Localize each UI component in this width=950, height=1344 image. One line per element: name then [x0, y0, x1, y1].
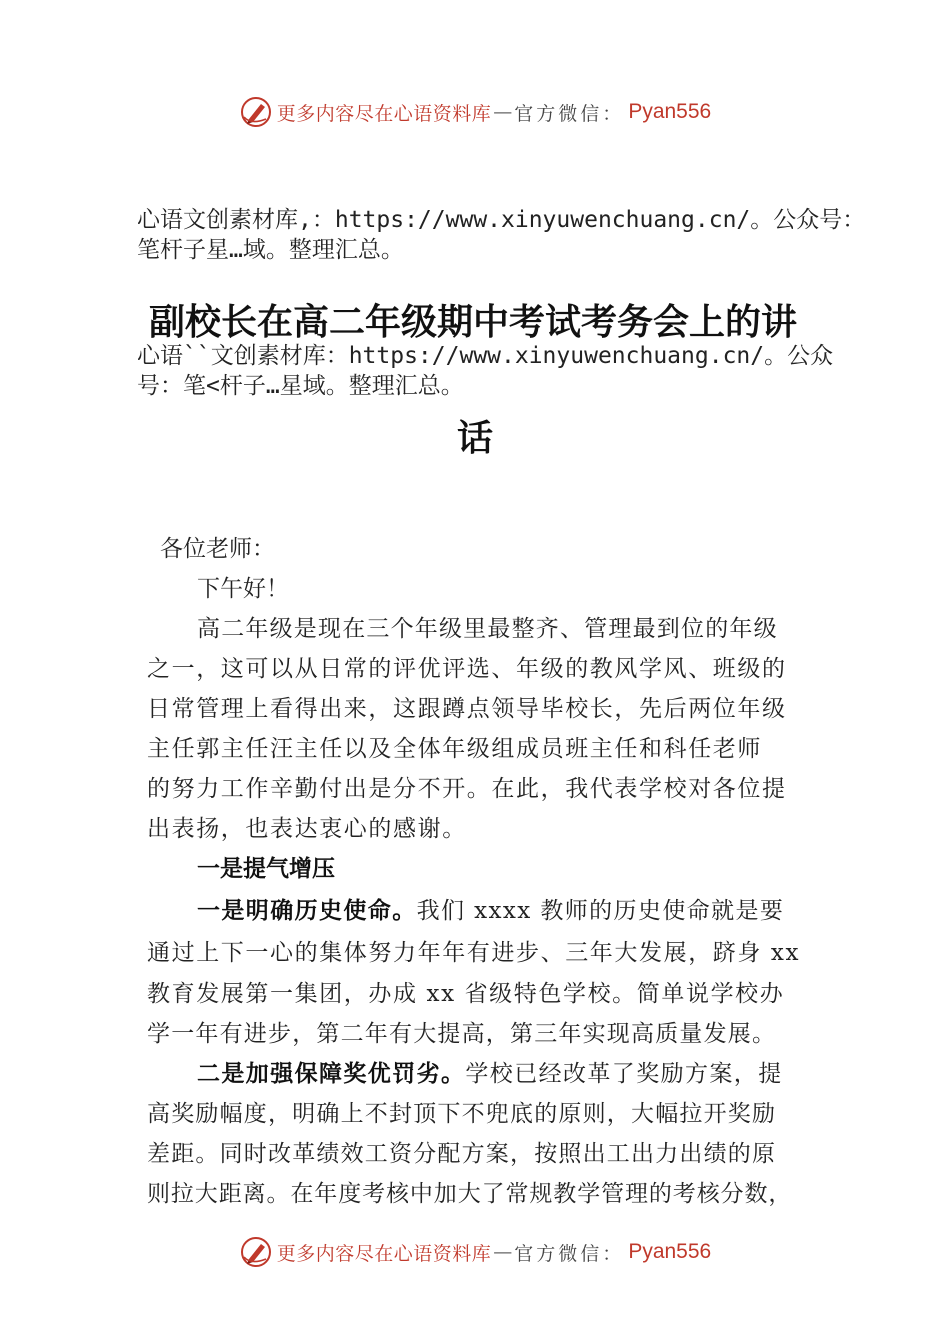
- source-note-1-line1: 心语文创素材库,：https://www.xinyuwenchuang.cn/。公众号：: [137, 207, 866, 233]
- paragraph-3-line: [197, 1055, 867, 1088]
- paragraph-1-line: 出表扬，也表达衷心的感谢。: [147, 816, 467, 842]
- banner-official-label: 官方微信：: [514, 102, 625, 125]
- source-note-2-line2: 号：笔<杆子…星域。整理汇总。: [137, 373, 464, 399]
- paragraph-3-line: 则拉大距离。在年度考核中加大了常规教学管理的考核分数，: [147, 1181, 793, 1207]
- paragraph-1-line: 日常管理上看得出来，这跟蹲点领导毕校长，先后两位年级: [147, 696, 787, 722]
- greeting: 下午好！: [197, 576, 289, 602]
- paragraph-2-line: [197, 892, 867, 925]
- banner-separator: —: [493, 1241, 513, 1263]
- banner-wechat-id: Pyan556: [628, 100, 712, 123]
- paragraph-3-line: 高奖励幅度，明确上不封顶下不兜底的原则，大幅拉开奖励: [147, 1101, 777, 1127]
- paragraph-3-line: 差距。同时改革绩效工资分配方案，按照出工出力出绩的原: [147, 1141, 777, 1167]
- source-note-2-line1: 心语``文创素材库：https://www.xinyuwenchuang.cn/。公众: [137, 343, 834, 369]
- paragraph-2-line: 教育发展第一集团，办成 xx 省级特色学校。简单说学校办: [147, 981, 785, 1007]
- banner-official-label: 官方微信：: [514, 1242, 625, 1265]
- pen-logo-icon: [239, 1235, 273, 1269]
- paragraph-3-lead: 二是加强保障奖优罚劣。: [197, 1060, 466, 1087]
- salutation: 各位老师：: [160, 536, 275, 562]
- page-title-line2: 话: [456, 417, 493, 459]
- paragraph-2-text: 我们 xxxx 教师的历史使命就是要: [416, 898, 785, 924]
- paragraph-2-lead: 一是明确历史使命。: [197, 897, 417, 924]
- header-banner: [0, 92, 950, 132]
- page-title-line1: 副校长在高二年级期中考试考务会上的讲: [148, 301, 797, 343]
- paragraph-1-line: 的努力工作辛勤付出是分不开。在此，我代表学校对各位提: [147, 776, 787, 802]
- pen-logo-icon: [239, 95, 273, 129]
- source-note-1-line2: 笔杆子星…域。整理汇总。: [137, 237, 404, 263]
- paragraph-2-line: 通过上下一心的集体努力年年有进步、三年大发展，跻身 xx: [147, 940, 801, 966]
- paragraph-1-line: 高二年级是现在三个年级里最整齐、管理最到位的年级: [197, 616, 778, 642]
- banner-text: 更多内容尽在心语资料库: [276, 102, 492, 125]
- paragraph-1-line: 主任郭主任汪主任以及全体年级组成员班主任和科任老师: [147, 736, 762, 762]
- banner-separator: —: [493, 101, 513, 123]
- section-heading: 一是提气增压: [197, 855, 335, 882]
- paragraph-3-text: 学校已经改革了奖励方案，提: [465, 1061, 783, 1087]
- paragraph-2-line: 学一年有进步，第二年有大提高，第三年实现高质量发展。: [147, 1021, 777, 1047]
- banner-wechat-id: Pyan556: [628, 1240, 712, 1263]
- banner-text: 更多内容尽在心语资料库: [276, 1242, 492, 1265]
- footer-banner: [0, 1232, 950, 1272]
- paragraph-1-line: 之一，这可以从日常的评优评选、年级的教风学风、班级的: [147, 656, 787, 682]
